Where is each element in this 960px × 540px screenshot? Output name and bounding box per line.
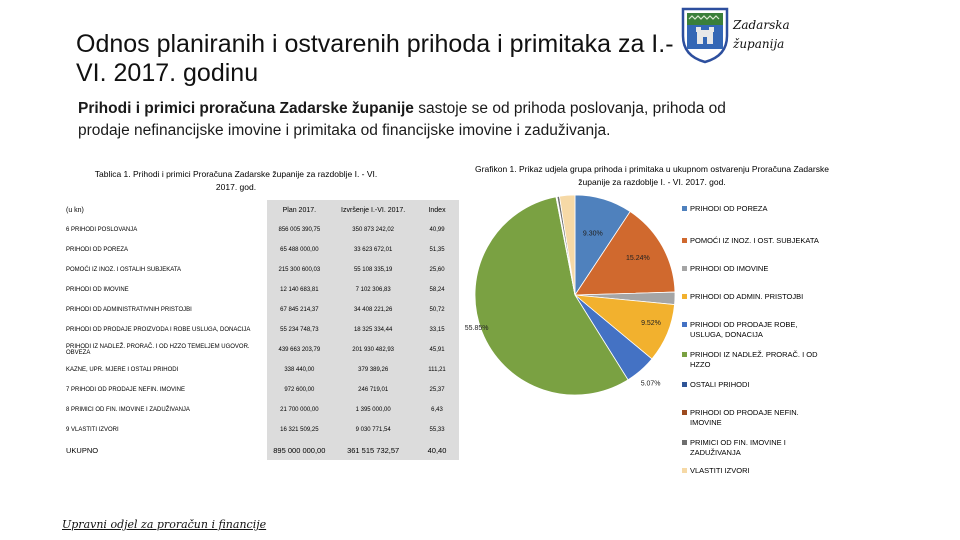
legend-label: PRIHODI IZ NADLEŽ. PRORAČ. I OD HZZO bbox=[690, 350, 818, 369]
table-row bbox=[64, 340, 459, 360]
index-value: 25,60 bbox=[415, 260, 459, 280]
col-header-plan: Plan 2017. bbox=[267, 200, 331, 220]
legend-label: PRIHODI OD PRODAJE ROBE, USLUGA, DONACIJA bbox=[690, 320, 798, 339]
row-label: UKUPNO bbox=[66, 445, 99, 455]
logo-text-line2: županija bbox=[733, 37, 785, 51]
plan-value: 67 845 214,37 bbox=[267, 300, 331, 320]
row-label: 6 PRIHODI POSLOVANJA bbox=[66, 227, 138, 233]
row-label: PRIHODI IZ NADLEŽ. PRORAČ. I OD HZZO TEMELJEM UGOVOR. OBVEZA bbox=[66, 344, 250, 356]
execution-value: 379 389,26 bbox=[331, 360, 415, 380]
row-label: 7 PRIHODI OD PRODAJE NEFIN. IMOVINE bbox=[66, 387, 186, 393]
revenue-share-pie-chart bbox=[460, 190, 680, 410]
logo-text-line1: Zadarska bbox=[733, 18, 790, 32]
county-coat-of-arms-logo bbox=[680, 6, 730, 64]
table-row bbox=[64, 320, 459, 340]
legend-swatch bbox=[682, 440, 687, 445]
index-value: 50,72 bbox=[415, 300, 459, 320]
index-value: 40,40 bbox=[415, 440, 459, 460]
index-value: 40,99 bbox=[415, 220, 459, 240]
execution-value: 7 102 306,83 bbox=[331, 280, 415, 300]
footer-department: Upravni odjel za proračun i financije bbox=[62, 518, 267, 531]
legend-swatch bbox=[682, 352, 687, 357]
plan-value: 12 140 683,81 bbox=[267, 280, 331, 300]
legend-label: PRIHODI OD POREZA bbox=[690, 204, 768, 213]
execution-value: 33 623 672,01 bbox=[331, 240, 415, 260]
table-row bbox=[64, 220, 459, 240]
row-label: POMOĆI IZ INOZ. I OSTALIH SUBJEKATA bbox=[66, 267, 182, 273]
plan-value: 338 440,00 bbox=[267, 360, 331, 380]
plan-value: 972 600,00 bbox=[267, 380, 331, 400]
logo-text bbox=[733, 16, 790, 54]
execution-value: 34 408 221,26 bbox=[331, 300, 415, 320]
intro-bold: Prihodi i primici proračuna Zadarske županije bbox=[78, 100, 414, 117]
legend-swatch bbox=[682, 410, 687, 415]
legend-label: PRIHODI OD ADMIN. PRISTOJBI bbox=[690, 292, 804, 301]
plan-value: 55 234 748,73 bbox=[267, 320, 331, 340]
row-label: 9 VLASTITI IZVORI bbox=[66, 427, 119, 433]
intro-rest: sastoje se od prihoda poslovanja, prihoda od prodaje nefinancijske imovine i primitaka od financijske imovine i zaduživanja. bbox=[78, 100, 726, 139]
row-label: PRIHODI OD ADMINISTRATIVNIH PRISTOJBI bbox=[66, 307, 192, 313]
col-header-index: Index bbox=[415, 200, 459, 220]
pie-data-label: 9.52% bbox=[641, 320, 661, 328]
execution-value: 350 873 242,02 bbox=[331, 220, 415, 240]
index-value: 111,21 bbox=[415, 360, 459, 380]
table-row bbox=[64, 420, 459, 440]
table-caption: Tablica 1. Prihodi i primici Proračuna Zadarske županije za razdoblje I. - VI. 2017. god. bbox=[94, 169, 378, 192]
index-value: 45,91 bbox=[415, 340, 459, 360]
plan-value: 65 488 000,00 bbox=[267, 240, 331, 260]
execution-value: 9 030 771,54 bbox=[331, 420, 415, 440]
plan-value: 439 663 203,79 bbox=[267, 340, 331, 360]
row-label: 8 PRIMICI OD FIN. IMOVINE I ZADUŽIVANJA bbox=[66, 407, 190, 413]
col-header-execution: Izvršenje I.-VI. 2017. bbox=[331, 200, 415, 220]
index-value: 55,33 bbox=[415, 420, 459, 440]
table-row bbox=[64, 240, 459, 260]
chart-caption: Grafikon 1. Prikaz udjela grupa prihoda i primitaka u ukupnom ostvarenju Proračuna Zadarske županije za razdoblje I. - VI. 2017. god. bbox=[475, 164, 829, 187]
legend-swatch bbox=[682, 266, 687, 271]
index-value: 33,15 bbox=[415, 320, 459, 340]
plan-value: 16 321 509,25 bbox=[267, 420, 331, 440]
index-value: 58,24 bbox=[415, 280, 459, 300]
index-value: 6,43 bbox=[415, 400, 459, 420]
legend-label: VLASTITI IZVORI bbox=[690, 466, 750, 475]
row-label: KAZNE, UPR. MJERE I OSTALI PRIHODI bbox=[66, 367, 179, 373]
legend-swatch bbox=[682, 322, 687, 327]
legend-label: OSTALI PRIHODI bbox=[690, 380, 750, 389]
table-row bbox=[64, 280, 459, 300]
plan-value: 856 005 390,75 bbox=[267, 220, 331, 240]
legend-swatch bbox=[682, 468, 687, 473]
plan-value: 895 000 000,00 bbox=[267, 440, 331, 460]
legend-label: PRIMICI OD FIN. IMOVINE I ZADUŽIVANJA bbox=[690, 438, 786, 457]
legend-label: POMOĆI IZ INOZ. I OST. SUBJEKATA bbox=[690, 236, 819, 245]
table-row bbox=[64, 360, 459, 380]
pie-data-label: 5.07% bbox=[640, 380, 661, 388]
table-row bbox=[64, 260, 459, 280]
legend-swatch bbox=[682, 382, 687, 387]
table-header-row bbox=[64, 200, 459, 220]
execution-value: 361 515 732,57 bbox=[331, 440, 415, 460]
revenue-table bbox=[64, 200, 459, 460]
col-header-unit: (u kn) bbox=[64, 200, 267, 220]
pie-data-label: 9.30% bbox=[582, 230, 603, 238]
row-label: PRIHODI OD IMOVINE bbox=[66, 287, 129, 293]
execution-value: 18 325 334,44 bbox=[331, 320, 415, 340]
legend-label: PRIHODI OD PRODAJE NEFIN. IMOVINE bbox=[690, 408, 799, 427]
plan-value: 21 700 000,00 bbox=[267, 400, 331, 420]
table-row bbox=[64, 300, 459, 320]
row-label: PRIHODI OD PRODAJE PROIZVODA I ROBE USLUGA, DONACIJA bbox=[66, 327, 251, 333]
table-row bbox=[64, 440, 459, 460]
table-row bbox=[64, 400, 459, 420]
plan-value: 215 300 600,03 bbox=[267, 260, 331, 280]
row-label: PRIHODI OD POREZA bbox=[66, 247, 129, 253]
legend-swatch bbox=[682, 294, 687, 299]
intro-paragraph bbox=[78, 98, 778, 142]
pie-data-label: 15.24% bbox=[626, 254, 650, 262]
page-title: Odnos planiranih i ostvarenih prihoda i primitaka za I.-VI. 2017. godinu bbox=[76, 30, 674, 87]
pie-data-label: 55.85% bbox=[464, 324, 489, 332]
legend-swatch bbox=[682, 238, 687, 243]
table-row bbox=[64, 380, 459, 400]
legend-swatch bbox=[682, 206, 687, 211]
index-value: 51,35 bbox=[415, 240, 459, 260]
index-value: 25,37 bbox=[415, 380, 459, 400]
execution-value: 55 108 335,19 bbox=[331, 260, 415, 280]
execution-value: 246 719,01 bbox=[331, 380, 415, 400]
execution-value: 201 930 482,93 bbox=[331, 340, 415, 360]
legend-label: PRIHODI OD IMOVINE bbox=[690, 264, 769, 273]
execution-value: 1 395 000,00 bbox=[331, 400, 415, 420]
